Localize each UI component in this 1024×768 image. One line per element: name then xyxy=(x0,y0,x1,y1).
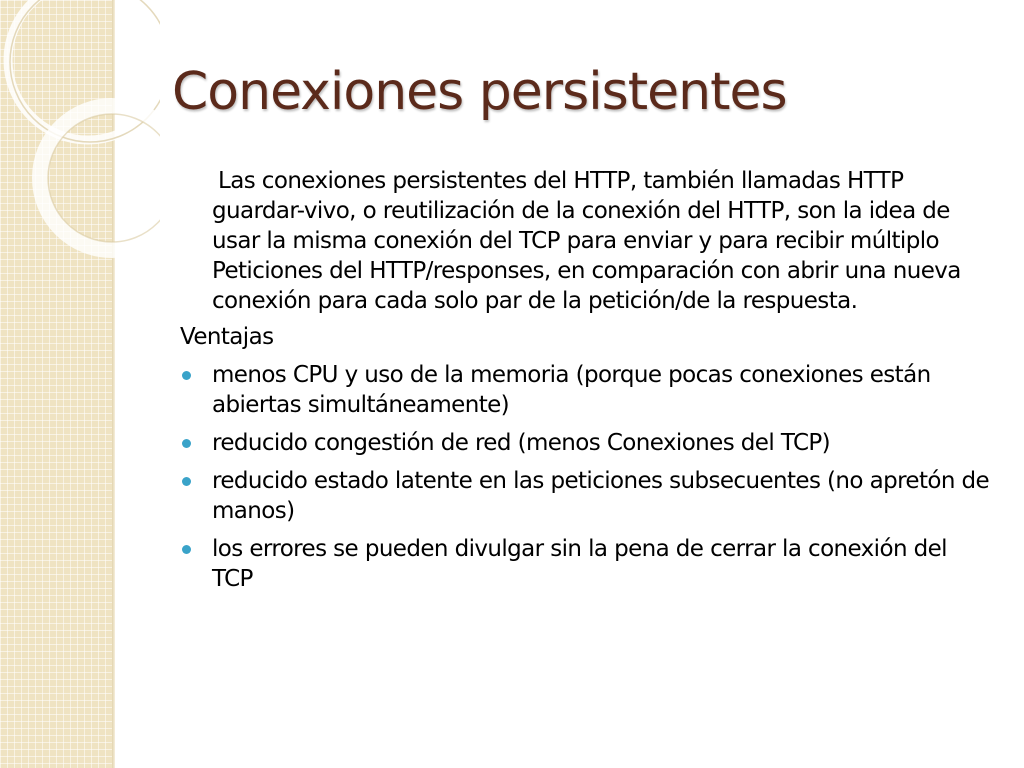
ring-inner xyxy=(40,106,160,250)
list-item xyxy=(180,360,990,420)
list-item-text: los errores se pueden divulgar sin la pena de cerrar la conexión del TCP xyxy=(212,536,947,592)
section-label-ventajas: Ventajas xyxy=(180,324,274,350)
round-bullet-icon xyxy=(182,477,191,486)
list-item xyxy=(180,466,990,526)
list-item-text: menos CPU y uso de la memoria (porque pocas conexiones están abiertas simultáneamente) xyxy=(212,362,931,418)
intro-paragraph: Las conexiones persistentes del HTTP, también llamadas HTTP guardar-vivo, o reutilización de la conexión del HTTP, son la idea de usar la misma conexión del TCP para enviar y para recibir múltiplo Peticiones del HTTP/responses, en comparación con abrir una nueva conexión para cada solo par de la petición/de la respuesta. xyxy=(212,168,961,314)
round-bullet-icon xyxy=(182,439,191,448)
slide-body xyxy=(180,166,990,602)
list-item-text: reducido congestión de red (menos Conexiones del TCP) xyxy=(212,430,831,456)
rings-decoration xyxy=(0,0,160,300)
list-item xyxy=(180,428,990,458)
advantages-list xyxy=(180,360,990,594)
list-item-text: reducido estado latente en las peticiones subsecuentes (no apretón de manos) xyxy=(212,468,990,524)
slide-title: Conexiones persistentes xyxy=(172,62,787,122)
list-item xyxy=(180,534,990,594)
round-bullet-icon xyxy=(182,545,191,554)
round-bullet-icon xyxy=(182,371,191,380)
